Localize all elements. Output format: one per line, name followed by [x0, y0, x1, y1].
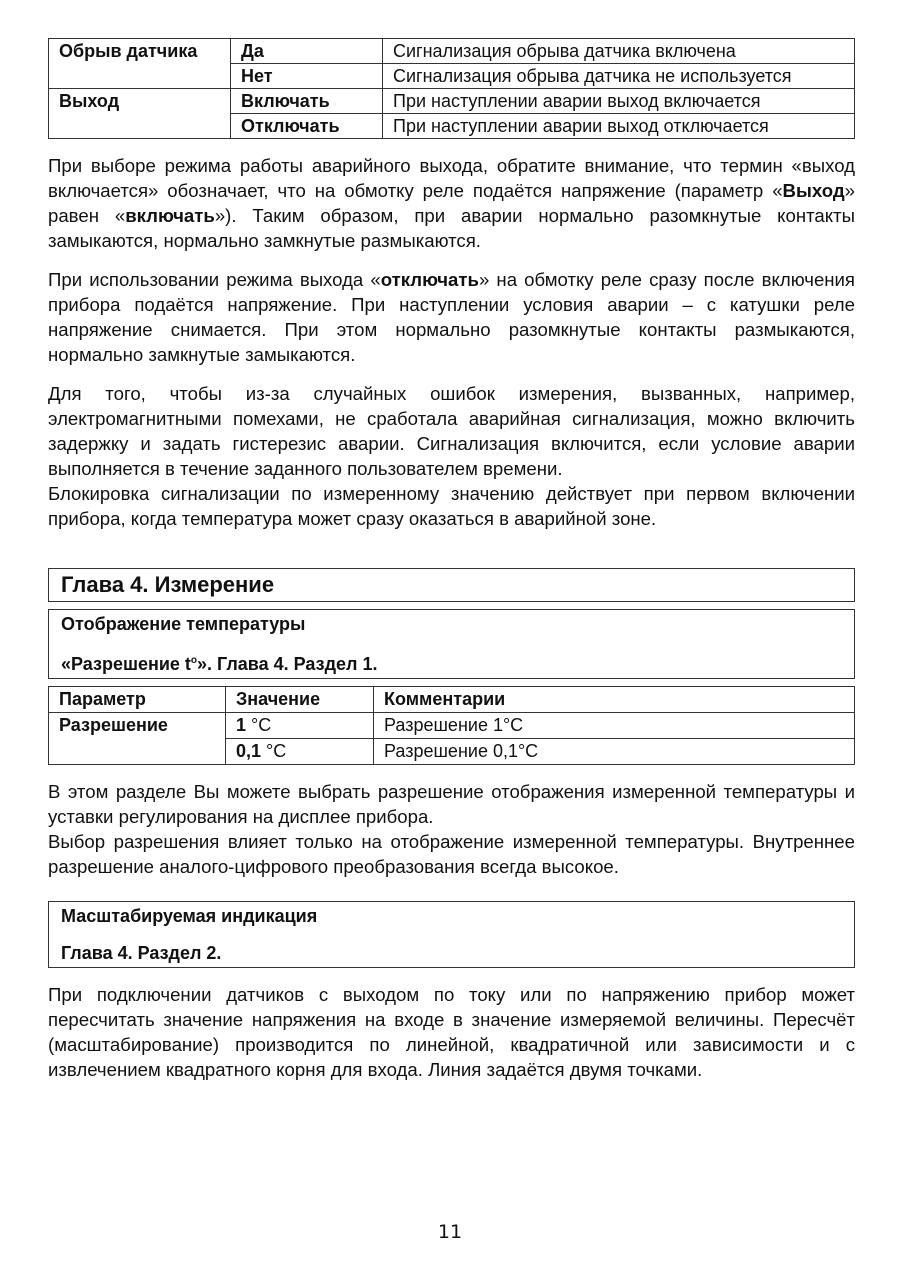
paragraph-delay: Для того, чтобы из-за случайных ошибок измерения, вызванных, например, электромагнитными помехами, не сработала аварийная сигнализация, можно включить задержку и задать гистерезис аварии. Сигнализация включится, если условие аварии выполняется в течение заданного пользователем времени.: [48, 383, 855, 479]
column-header: Комментарии: [374, 687, 855, 713]
section-title: Отображение температуры: [61, 614, 306, 634]
paragraph-text: » равен «: [48, 180, 855, 226]
section-reference: Глава 4. Раздел 2.: [61, 943, 222, 963]
paragraph-resolution-note: Выбор разрешения влияет только на отображение измеренной температуры. Внутреннее разрешение аналого-цифрового преобразования всегда высокое.: [48, 831, 855, 877]
comment-cell: Сигнализация обрыва датчика не используется: [383, 64, 855, 89]
reference-text: «Разрешение t: [61, 654, 191, 674]
page-number: 11: [437, 1221, 463, 1243]
document-page: [48, 38, 855, 1082]
paragraph-resolution: В этом разделе Вы можете выбрать разрешение отображения измеренной температуры и уставки регулирования на дисплее прибора.: [48, 781, 855, 827]
value-unit: °C: [261, 741, 287, 761]
paragraph-text: » на обмотку реле сразу после включения прибора подаётся напряжение. При наступлении условия аварии – с катушки реле напряжение снимается. При этом нормально разомкнутые контакты размыкаются, нормально замкнутые замыкаются.: [48, 269, 856, 365]
param-cell: Выход: [49, 89, 231, 139]
param-cell: Обрыв датчика: [49, 39, 231, 89]
table-row: [49, 39, 855, 64]
paragraph-text: При выборе режима работы аварийного выхода, обратите внимание, что термин «выход включается» обозначает, что на обмотку реле подаётся напряжение (параметр «: [48, 155, 855, 201]
bold-term: включать: [125, 205, 215, 226]
column-header: Значение: [226, 687, 374, 713]
comment-cell: При наступлении аварии выход отключается: [383, 114, 855, 139]
bold-term: Выход: [782, 180, 845, 201]
reference-text: ». Глава 4. Раздел 1.: [197, 654, 378, 674]
paragraph-text: »). Таким образом, при аварии нормально разомкнутые контакты замыкаются, нормально замкнутые размыкаются.: [48, 205, 856, 251]
resolution-table: [48, 686, 855, 765]
value-cell: Нет: [231, 64, 383, 89]
value-unit: °C: [246, 715, 272, 735]
section-reference: [61, 649, 842, 676]
param-cell: Разрешение: [49, 713, 226, 765]
value-cell: Отключать: [231, 114, 383, 139]
value-number: 0,1: [236, 741, 262, 761]
section-title: Масштабируемая индикация: [61, 906, 318, 926]
table-row: [49, 713, 855, 739]
comment-cell: Разрешение 0,1°C: [374, 739, 855, 765]
degree-mark: o: [190, 655, 198, 666]
alarm-settings-table: [48, 38, 855, 139]
paragraph-output-mode: [48, 153, 855, 253]
paragraph-blocking: Блокировка сигнализации по измеренному значению действует при первом включении прибора, когда температура может сразу оказаться в аварийной зоне.: [48, 483, 855, 529]
comment-cell: При наступлении аварии выход включается: [383, 89, 855, 114]
value-number: 1: [236, 715, 247, 735]
section-header-display: [48, 609, 855, 679]
table-header-row: [49, 687, 855, 713]
value-cell: Включать: [231, 89, 383, 114]
value-cell: [226, 713, 374, 739]
section-header-scaling: [48, 901, 855, 968]
column-header: Параметр: [49, 687, 226, 713]
paragraph-scaling: При подключении датчиков с выходом по току или по напряжению прибор может пересчитать значение напряжения на входе в значение измеряемой величины. Пересчёт (масштабирование) производится по линейной, квадратичной или зависимости и с извлечением квадратного корня для входа. Линия задаётся двумя точками.: [48, 984, 855, 1080]
value-cell: Да: [231, 39, 383, 64]
comment-cell: Разрешение 1°C: [374, 713, 855, 739]
paragraph-off-mode: [48, 267, 855, 367]
chapter-title: Глава 4. Измерение: [48, 568, 855, 602]
bold-term: отключать: [380, 269, 479, 290]
paragraph-text: При использовании режима выхода «: [48, 269, 381, 290]
value-cell: [226, 739, 374, 765]
table-row: [49, 89, 855, 114]
comment-cell: Сигнализация обрыва датчика включена: [383, 39, 855, 64]
